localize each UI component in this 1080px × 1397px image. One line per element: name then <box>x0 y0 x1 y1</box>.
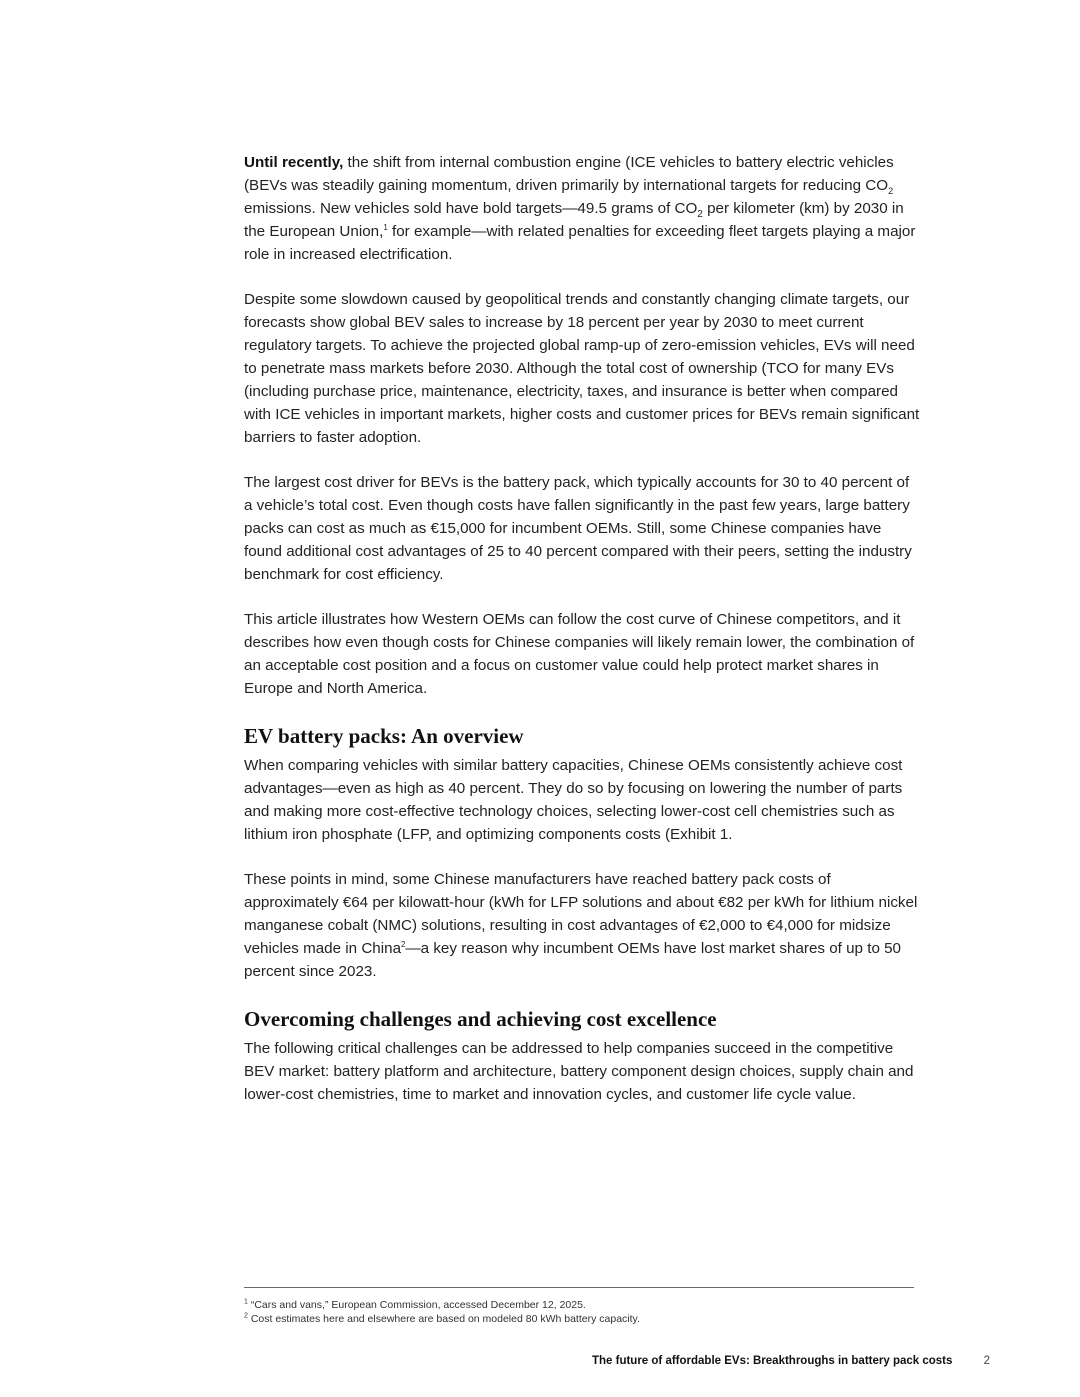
article-body <box>244 151 920 1128</box>
body-paragraph: The largest cost driver for BEVs is the battery pack, which typically accounts for 30 to 40 percent of a vehicle’s total cost. Even though costs have fallen significantly in the past few years, large battery packs can cost as much as €15,000 for incumbent OEMs. Still, some Chinese companies have found additional cost advantages of 25 to 40 percent compared with their peers, setting the industry benchmark for cost efficiency. <box>244 474 912 583</box>
footnote-1: $^1$ “Cars and vans,” European Commission, accessed December 12, 2025. <box>244 1298 586 1311</box>
body-paragraph: The following critical challenges can be addressed to help companies succeed in the competitive BEV market: battery platform and architecture, battery component design choices, supply chain and lower-cost chemistries, time to market and innovation cycles, and customer life cycle value. <box>244 1040 914 1103</box>
footnote-ref-1[interactable]: 1 <box>383 222 388 232</box>
section-heading-challenges: Overcoming challenges and achieving cost excellence <box>244 1007 717 1031</box>
page-footer <box>592 1355 990 1367</box>
body-paragraph: When comparing vehicles with similar battery capacities, Chinese OEMs consistently achieve cost advantages—even as high as 40 percent. They do so by focusing on lowering the number of parts and making more cost-effective technology choices, selecting lower-cost cell chemistries such as lithium iron phosphate (LFP, and optimizing components costs (Exhibit 1. <box>244 757 903 843</box>
body-paragraph: Despite some slowdown caused by geopolitical trends and constantly changing climate targets, our forecasts show global BEV sales to increase by 18 percent per year by 2030 to meet current regulatory targets. To achieve the projected global ramp-up of zero-emission vehicles, EVs will need to penetrate mass markets before 2030. Although the total cost of ownership (TCO for many EVs (including purchase price, maintenance, electricity, taxes, and insurance is better when compared with ICE vehicles in important markets, higher costs and customer prices for BEVs remain significant barriers to faster adoption. <box>244 291 920 446</box>
page-number: 2 <box>983 1355 990 1367</box>
body-paragraph: This article illustrates how Western OEMs can follow the cost curve of Chinese competitors, and it describes how even though costs for Chinese companies will likely remain lower, the combination of an acceptable cost position and a focus on customer value could help protect market shares in Europe and North America. <box>244 611 915 697</box>
footnote-ref-2[interactable]: 2 <box>401 939 406 949</box>
intro-paragraph: Until recently, the shift from internal combustion engine (ICE vehicles to battery electric vehicles (BEVs was steadily gaining momentum, driven primarily by international targets for reducing $CO_2$ emissions. New vehicles sold have bold targets—49.5 grams of $CO_2$ per kilometer (km) by 2030 in the European Union,$^1$ for example—with related penalties for exceeding fleet targets playing a major role in increased electrification. <box>244 154 916 263</box>
section-heading-overview: EV battery packs: An overview <box>244 724 524 748</box>
footnote-2: $^2$ Cost estimates here and elsewhere are based on modeled 80 kWh battery capacity. <box>244 1312 640 1325</box>
footnotes <box>244 1287 914 1326</box>
footer-title: The future of affordable EVs: Breakthroughs in battery pack costs <box>591 1355 953 1367</box>
lead-in: Until recently, <box>244 154 344 171</box>
body-paragraph: These points in mind, some Chinese manufacturers have reached battery pack costs of approximately €64 per kilowatt-hour (kWh for LFP solutions and about €82 per kWh for lithium nickel manganese cobalt (NMC) solutions, resulting in cost advantages of €2,000 to €4,000 for midsize vehicles made in China$^2$—a key reason why incumbent OEMs have lost market shares of up to 50 percent since 2023. <box>244 871 918 980</box>
